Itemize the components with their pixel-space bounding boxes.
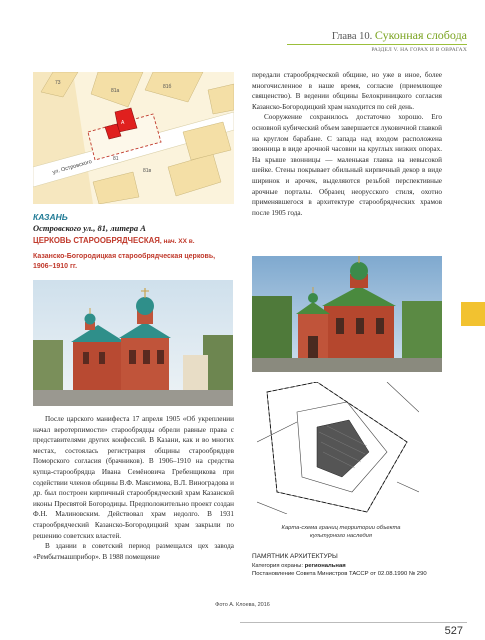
map-house-number: 81в (143, 168, 152, 174)
city-name: КАЗАНЬ (33, 212, 68, 222)
monument-info (252, 553, 462, 579)
paragraph: Сооружение сохранилось достаточно хорошо. Его основной кубический объем завершается луковичной главкой на круглом барабане. С запада над входом расположена звонница в виде арочной часовни на круглых низких опорах. На крыше звонницы — маленькая главка на невысокой шейке. Стены покрывает обильный кирпичный декор в виде ширинок и арочек, выделяются резьбой перспективные арочные порталы. Образец неорусского стиля, охотно применявшегося в архитектуре старообрядческих храмов после 1905 года. (252, 113, 442, 217)
chapter-name: Суконная слобода (374, 28, 467, 42)
scheme-caption: Карта-схема границ территории объекта культурного наследия (281, 525, 401, 539)
decree-reference: Постановление Совета Министров ТАССР от 02.08.1990 № 290 (252, 571, 427, 577)
section-header: РАЗДЕЛ V. НА ГОРАХ И В ОВРАГАХ (371, 47, 467, 53)
map-house-number: 73 (55, 80, 61, 86)
location-map (33, 72, 234, 204)
chapter-prefix: Глава 10. (331, 31, 373, 42)
chapter-header (332, 28, 467, 43)
paragraph: В здании в советский период размещался цех завода «Рембытмашприбор». В 1988 помещение (33, 542, 234, 561)
body-text-right (252, 70, 442, 218)
boundary-scheme (257, 382, 419, 514)
category-label: Категория охраны: (252, 562, 305, 569)
map-house-number: 81б (163, 84, 172, 90)
map-house-number: 81 (113, 156, 119, 162)
object-subtitle: Казанско-Богородицкая старообрядческая церковь, 1906–1910 гг. (33, 253, 216, 270)
body-text-left (33, 414, 234, 562)
object-title (33, 236, 195, 245)
monument-heading: ПАМЯТНИК АРХИТЕКТУРЫ (252, 553, 338, 560)
church-photo-street (33, 280, 233, 406)
map-object-marker: А (121, 120, 125, 126)
object-address: Островского ул., 81, литера А (33, 223, 146, 233)
map-house-number: 81а (111, 88, 120, 94)
protection-category (252, 562, 462, 571)
photo-credit: Фото А. Клоева, 2016 (215, 602, 270, 608)
object-title-text: ЦЕРКОВЬ СТАРООБРЯДЧЕСКАЯ (33, 236, 160, 245)
map-street-label: ул. Островского (51, 158, 93, 176)
section-tab (461, 302, 485, 326)
footer-rule (240, 622, 467, 623)
paragraph: передали старообрядческой общине, но уже в иное, более многочисленное в наше время, согласие (приемлющее священство). В ведении общины Белокриницкого согласия Казанско-Богородицкий храм находится по сей день. (252, 71, 442, 111)
paragraph: После царского манифеста 17 апреля 1905 «Об укреплении начал веротерпимости» старообрядцы обрели равные права с представителями других конфессий. В Казани, как и во многих местах, состоялась регистрация общины старообрядцев Поморского согласия (брачников). В 1906–1910 на средства купца-старообрядца Ивана Семёновича Гребенщикова при содействии членов общины В.Ф. Максимова, В.Л. Виноградова и др. был построен кирпичный старообрядческий храм Казанской иконы Пресвятой Богородицы. Предположительно проект создан Ф.Н. Малиновским. Действовал храм недолго. В 1931 старообрядческий Казанско-Богородицкий храм закрыли по решению советских властей. (33, 415, 234, 540)
object-date: , нач. XX в. (159, 238, 195, 245)
church-photo-front (252, 256, 442, 372)
category-value: региональная (304, 562, 346, 569)
page-number: 527 (444, 625, 463, 637)
header-rule (287, 44, 467, 45)
